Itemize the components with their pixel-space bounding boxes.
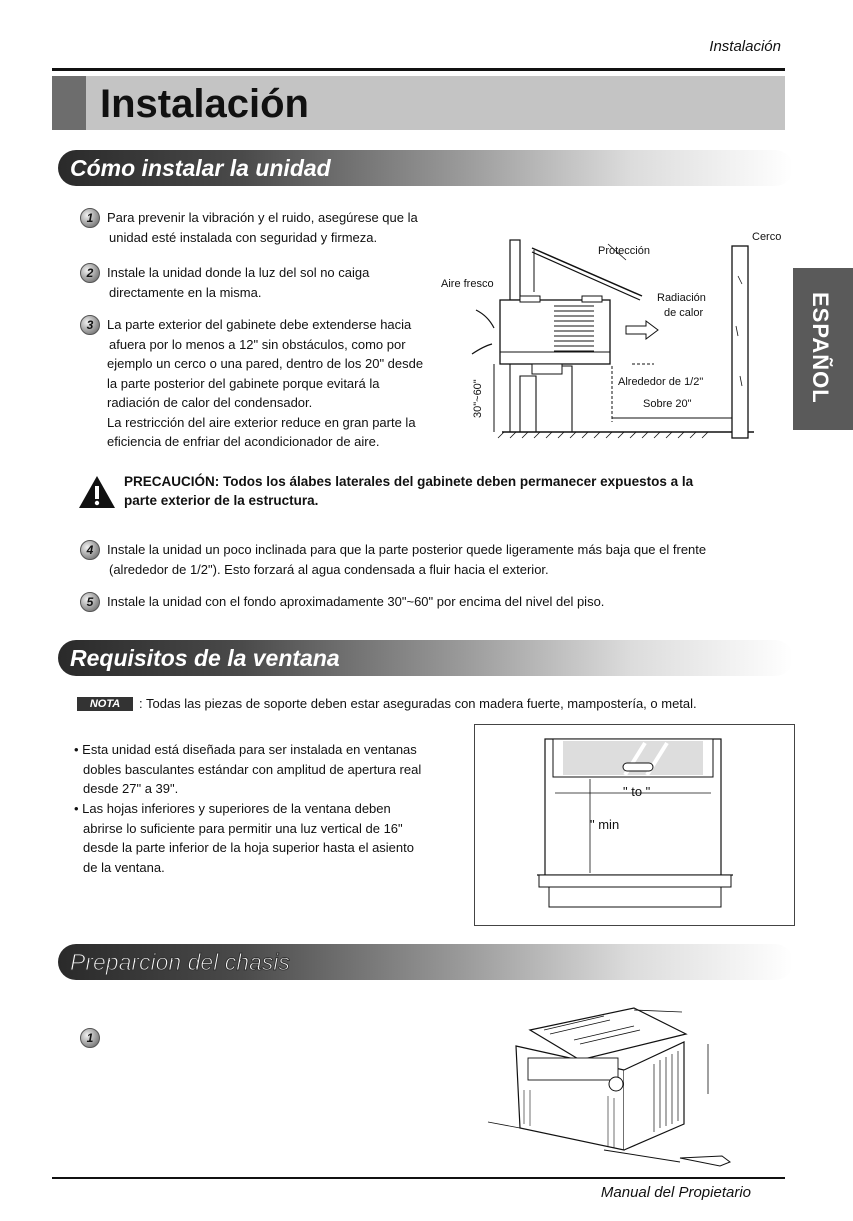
caution-text: PRECAUCIÓN: Todos los álabes laterales del gabinete deben permanecer expuestos a la parte exterior de la estructura.	[124, 474, 694, 508]
label-aire-fresco: Aire fresco	[441, 278, 494, 290]
header-rule	[52, 68, 785, 71]
nota-badge: NOTA	[77, 697, 133, 711]
chassis-diagram	[484, 1000, 744, 1176]
section-heading-bar	[58, 640, 793, 676]
title-marker	[52, 76, 86, 130]
label-de-calor: de calor	[664, 307, 704, 319]
step-text: Instale la unidad donde la luz del sol no caiga directamente en la misma.	[107, 265, 370, 300]
section-heading: Requisitos de la ventana	[70, 645, 340, 671]
label-alrededor: Alrededor de 1/2"	[618, 376, 704, 388]
label-height: 30"~60"	[472, 379, 484, 418]
window-diagram	[475, 725, 793, 923]
label-proteccion: Protección	[598, 245, 650, 257]
step-number-badge: 1	[80, 208, 100, 228]
bullet-item: • Las hojas inferiores y superiores de la ventana deben abrirse lo suficiente para permitir una luz vertical de 16" desde la parte inferior de la hoja superior hasta el asiento de la ventana.	[74, 801, 414, 875]
language-tab-label: ESPAÑOL	[808, 292, 833, 404]
running-header: Instalación	[709, 38, 781, 55]
step-text: La parte exterior del gabinete debe extenderse hacia afuera por lo menos a 12" sin obstáculos, como por ejemplo un cerco o una pared, dentro de los 20" desde la parte posterior del gabinete porque evitará la radiación de calor del condensador. La restricción del aire exterior reduce en gran parte la eficiencia de enfriar del acondicionador de aire.	[107, 317, 424, 449]
window-height-label: " min	[590, 817, 620, 832]
nota-text: : Todas las piezas de soporte deben estar aseguradas con madera fuerte, mampostería, o metal.	[139, 696, 697, 711]
section-heading-bar	[58, 150, 793, 186]
section-heading: Cómo instalar la unidad	[70, 155, 331, 181]
warning-icon	[77, 474, 117, 510]
footer-text: Manual del Propietario	[600, 1184, 751, 1201]
label-radiacion: Radiación	[657, 292, 706, 304]
step-text: Instale la unidad un poco inclinada para que la parte posterior quede ligeramente más baja que el frente (alrededor de 1/2"). Esto forzará al agua condensada a fluir hacia el exterior.	[107, 542, 707, 577]
step-text: Para prevenir la vibración y el ruido, asegúrese que la unidad esté instalada con seguridad y firmeza.	[107, 210, 418, 245]
step-text: Instale la unidad con el fondo aproximadamente 30"~60" por encima del nivel del piso.	[107, 594, 605, 609]
label-cerco: Cerco	[752, 231, 782, 243]
step-number-badge: 5	[80, 592, 100, 612]
footer-rule	[52, 1177, 785, 1179]
step-number-badge: 3	[80, 315, 100, 335]
step-number-badge: 4	[80, 540, 100, 560]
step-number-badge: 1	[80, 1028, 100, 1048]
language-tab	[793, 268, 853, 430]
section-heading-bar	[58, 944, 793, 980]
window-width-label: " to "	[623, 784, 651, 799]
section-heading: Preparcion del chasis	[70, 949, 290, 975]
step-number-badge: 2	[80, 263, 100, 283]
page-title: Instalación	[100, 82, 309, 126]
bullet-item: • Esta unidad está diseñada para ser instalada en ventanas dobles basculantes estándar con amplitud de apertura real desde 27" a 39".	[74, 742, 422, 796]
label-sobre: Sobre 20"	[643, 398, 692, 410]
